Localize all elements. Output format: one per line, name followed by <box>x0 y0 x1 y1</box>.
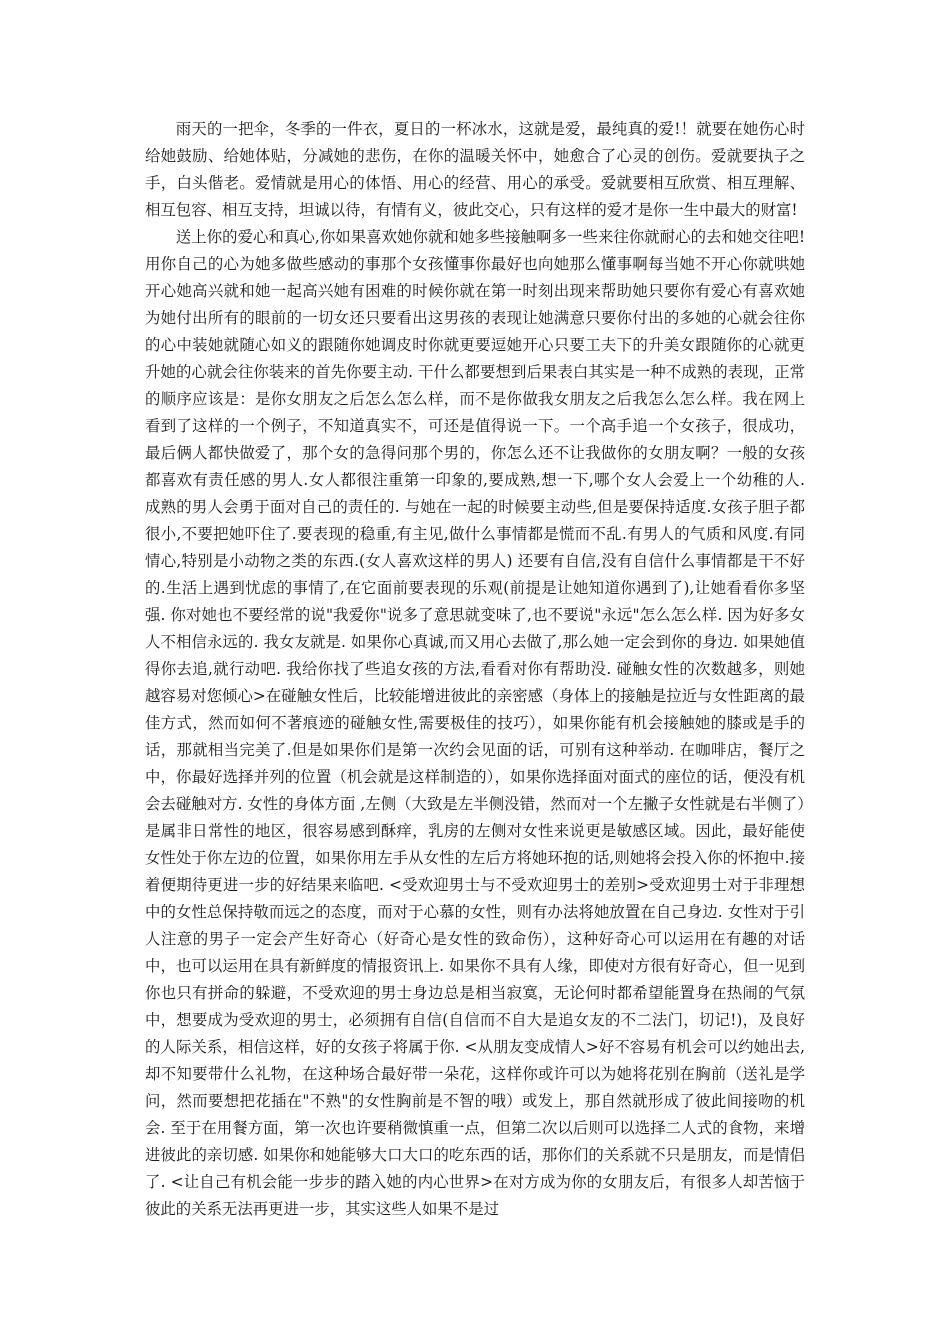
paragraph-2: 送上你的爱心和真心,你如果喜欢她你就和她多些接触啊多一些来往你就耐心的去和她交往吧!用你自己的心为她多做些感动的事那个女孩懂事你最好也向她那么懂事啊每当她不开心你就哄她开心她高兴就和她一起高兴她有困难的时候你就在第一时刻出现来帮助她只要你有爱心有喜欢她为她付出所有的眼前的一切女还只要看出这男孩的表现让她满意只要你付出的多她的心就会往你的心中装她就随心如义的跟随你她调皮时你就更要逗她开心只要工夫下的升美女跟随你的心就更升她的心就会往你装来的首先你要主动. 干什么都要想到后果表白其实是一种不成熟的表现，正常的顺序应该是：是你女朋友之后怎么怎么样，而不是你做我女朋友之后我怎么怎么样。我在网上看到了这样的一个例子，不知道真实不，可还是值得说一下。一个高手追一个女孩子，很成功，最后俩人都快做爱了，那个女的急得问那个男的，你怎么还不让我做你的女朋友啊？一般的女孩都喜欢有责任感的男人.女人都很注重第一印象的,要成熟,想一下,哪个女人会爱上一个幼稚的人. 成熟的男人会勇于面对自己的责任的. 与她在一起的时候要主动些,但是要保持适度.女孩子胆子都很小,不要把她吓住了.要表现的稳重,有主见,做什么事情都是慌而不乱.有男人的气质和风度.有同情心,特别是小动物之类的东西.(女人喜欢这样的男人) 还要有自信,没有自信什么事情都是干不好的.生活上遇到忧虑的事情了,在它面前要表现的乐观(前提是让她知道你遇到了),让她看看你多坚强. 你对她也不要经常的说"我爱你"说多了意思就变味了,也不要说"永远"怎么怎么样. 因为好多女人不相信永远的. 我女友就是. 如果你心真诚,而又用心去做了,那么她一定会到你的身边. 如果她值得你去追,就行动吧. 我给你找了些追女孩的方法,看看对你有帮助没. 碰触女性的次数越多，则她越容易对您倾心>在碰触女性后，比较能增进彼此的亲密感（身体上的接触是拉近与女性距离的最佳方式，然而如何不著痕迹的碰触女性,需要极佳的技巧），如果你能有机会接触她的膝或是手的话，那就相当完美了.但是如果你们是第一次约会见面的话，可别有这种举动. 在咖啡店，餐厅之中，你最好选择并列的位置（机会就是这样制造的），如果你选择面对面式的座位的话，便没有机会去碰触对方. 女性的身体方面 ,左侧（大致是左半侧没错，然而对一个左撇子女性就是右半侧了）是属非日常性的地区，很容易感到酥痒，乳房的左侧对女性来说更是敏感区域。因此，最好能使女性处于你左边的位置，如果你用左手从女性的左后方将她环抱的话,则她将会投入你的怀抱中.接着便期待更进一步的好结果来临吧. <受欢迎男士与不受欢迎男士的差别>受欢迎男士对于非理想中的女性总保持敬而远之的态度，而对于心慕的女性，则有办法将她放置在自己身边. 女性对于引人注意的男子一定会产生好奇心（好奇心是女性的致命伤），这种好奇心可以运用在有趣的对话中，也可以运用在具有新鲜度的情报资讯上. 如果你不具有人缘，即使对方很有好奇心，但一见到你也只有拼命的躲避，不受欢迎的男士身边总是相当寂寞，无论何时都希望能置身在热闹的气氛中，想要成为受欢迎的男士，必须拥有自信(自信而不自大是追女友的不二法门，切记!)，及良好的人际关系，相信这样，好的女孩子将属于你. <从朋友变成情人>好不容易有机会可以约她出去,却不知要带什么礼物，在这种场合最好带一朵花，这样你或许可以为她将花别在胸前（送礼是学问，然而要想把花插在"不熟"的女性胸前是不智的哦）或发上，那自然就形成了彼此间接吻的机会. 至于在用餐方面，第一次也许要稍微慎重一点，但第二次以后则可以选择二人式的食物，来增进彼此的亲切感. 如果你和她能够大口大口的吃东西的话，那你们的关系就不只是朋友，而是情侣了. <让自己有机会能一步步的踏入她的内心世界>在对方成为你的女朋友后，有很多人却苦恼于彼此的关系无法再更进一步，其实这些人如果不是过 <box>145 228 805 1218</box>
paragraph-1: 雨天的一把伞，冬季的一件衣，夏日的一杯冰水，这就是爱，最纯真的爱!！就要在她伤心时给她鼓励、给她体贴，分减她的悲伤，在你的温暖关怀中，她愈合了心灵的创伤。爱就要执子之手，白头偕老。爱情就是用心的体悟、用心的经营、用心的承受。爱就要相互欣赏、相互理解、相互包容、相互支持，坦诚以待，有情有义，彼此交心，只有这样的爱才是你一生中最大的财富! <box>145 120 805 219</box>
document-body <box>145 116 805 1223</box>
